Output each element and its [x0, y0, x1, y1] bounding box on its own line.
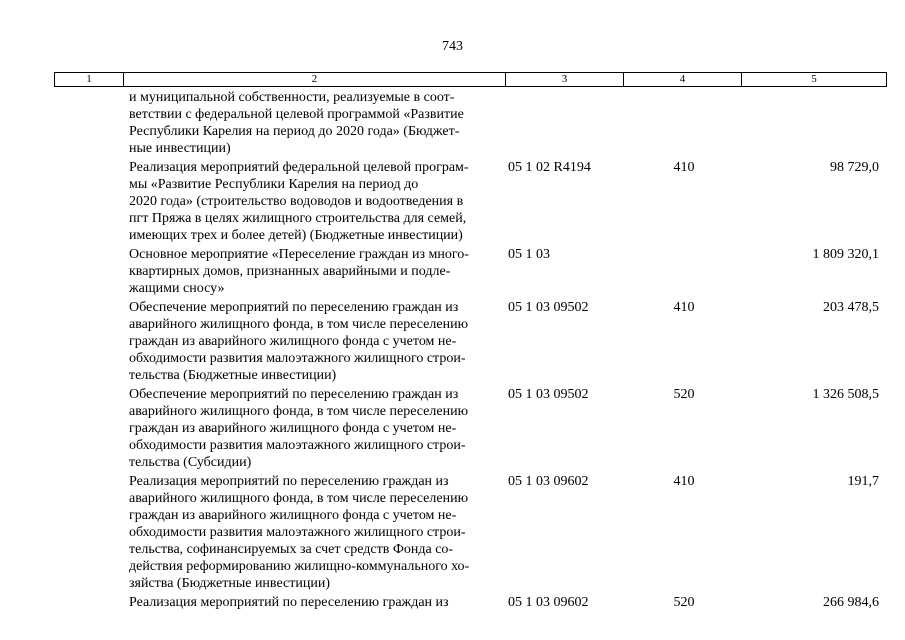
header-col-2: 2 [124, 73, 506, 87]
row-expense-type: 410 [673, 300, 695, 315]
table-row [54, 473, 886, 594]
table-row [54, 159, 886, 246]
header-col-1: 1 [55, 73, 124, 87]
row-amount: 1 809 320,1 [812, 247, 879, 262]
row-expense-type: 520 [673, 387, 695, 402]
table-row [54, 246, 886, 299]
row-amount: 1 326 508,5 [812, 387, 879, 402]
row-amount: 203 478,5 [823, 300, 879, 315]
row-description: Реализация мероприятий по переселению граждан из аварийного жилищного фонда, в том числе переселению граждан из аварийного жилищного фонда с учетом не- обходимости развития малоэтажного жилищного строи- тельства, софинансируемых за счет средств Фонда со- действия реформированию жилищно-коммунального хо- зяйства (Бюджетные инвестиции) [129, 474, 470, 591]
row-description: Реализация мероприятий по переселению граждан из [129, 595, 449, 610]
budget-table-body [54, 89, 886, 613]
table-row [54, 386, 886, 473]
row-amount: 266 984,6 [823, 595, 879, 610]
row-code: 05 1 03 09502 [508, 387, 589, 402]
header-col-3: 3 [506, 73, 624, 87]
header-row [55, 73, 887, 87]
table-row [54, 299, 886, 386]
table-row [54, 89, 886, 159]
row-code: 05 1 03 09602 [508, 474, 589, 489]
page-number: 743 [442, 39, 463, 54]
row-code: 05 1 02 R4194 [508, 160, 591, 175]
header-col-4: 4 [624, 73, 742, 87]
row-expense-type: 410 [673, 160, 695, 175]
row-description: Основное мероприятие «Переселение граждан из много- квартирных домов, признанных аварийными и подле- жащими сносу» [129, 247, 469, 296]
row-expense-type: 520 [673, 595, 695, 610]
row-expense-type: 410 [673, 474, 695, 489]
row-code: 05 1 03 09502 [508, 300, 589, 315]
header-col-5: 5 [742, 73, 887, 87]
row-description: Обеспечение мероприятий по переселению граждан из аварийного жилищного фонда, в том числе переселению граждан из аварийного жилищного фонда с учетом не- обходимости развития малоэтажного жилищного строи- тельства (Субсидии) [129, 387, 469, 470]
row-amount: 98 729,0 [830, 160, 879, 175]
row-code: 05 1 03 09602 [508, 595, 589, 610]
row-description: Реализация мероприятий федеральной целевой програм- мы «Развитие Республики Карелия на период до 2020 года» (строительство водоводов и водоотведения в пгт Пряжа в целях жилищного строительства для семей, имеющих трех и более детей) (Бюджетные инвестиции) [129, 160, 469, 243]
row-description: и муниципальной собственности, реализуемые в соот- ветствии с федеральной целевой программой «Развитие Республики Карелия на период до 2020 года» (Бюджет- ные инвестиции) [129, 90, 464, 156]
row-description: Обеспечение мероприятий по переселению граждан из аварийного жилищного фонда, в том числе переселению граждан из аварийного жилищного фонда с учетом не- обходимости развития малоэтажного жилищного строи- тельства (Бюджетные инвестиции) [129, 300, 469, 383]
column-number-header [54, 72, 887, 87]
row-code: 05 1 03 [508, 247, 550, 262]
table-row [54, 594, 886, 613]
row-amount: 191,7 [847, 474, 879, 489]
